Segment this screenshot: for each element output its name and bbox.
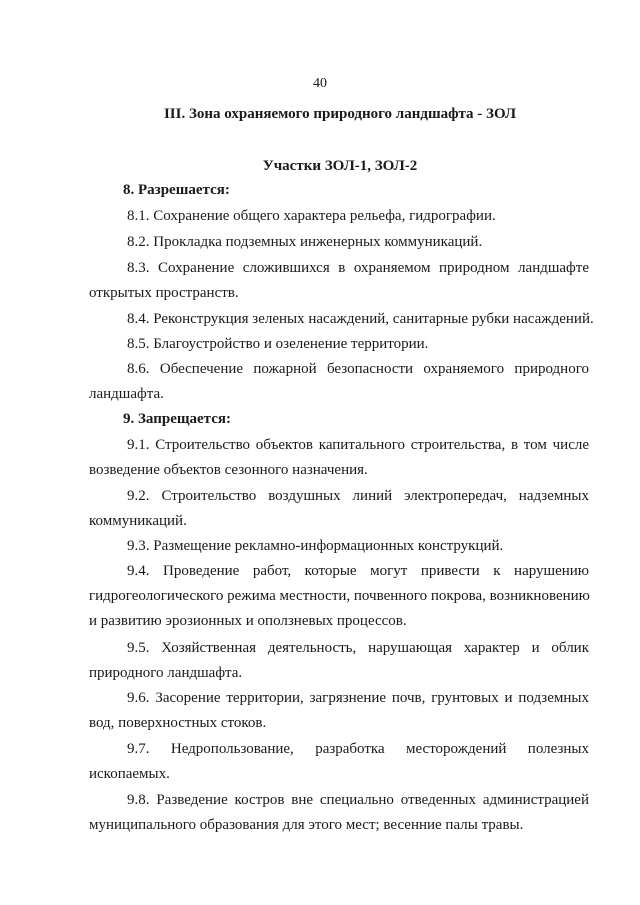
forbidden-item-9-4-line3: и развитию эрозионных и оползневых процессов.	[89, 613, 407, 629]
forbidden-item-9-2-line2: коммуникаций.	[89, 513, 187, 529]
forbidden-item-9-5-line1: 9.5. Хозяйственная деятельность, нарушающая характер и облик	[127, 640, 589, 656]
forbidden-item-9-1-line1: 9.1. Строительство объектов капитального строительства, в том числе	[127, 437, 589, 453]
allowed-item-8-3-line1: 8.3. Сохранение сложившихся в охраняемом природном ландшафте	[127, 260, 589, 276]
forbidden-item-9-2-line1: 9.2. Строительство воздушных линий электропередач, надземных	[127, 488, 589, 504]
allowed-item-8-5: 8.5. Благоустройство и озеленение территории.	[127, 336, 429, 352]
subzone-title: Участки ЗОЛ-1, ЗОЛ-2	[262, 158, 418, 174]
forbidden-item-9-8-line1: 9.8. Разведение костров вне специально отведенных администрацией	[127, 792, 589, 808]
forbidden-item-9-6-line2: вод, поверхностных стоков.	[89, 715, 267, 731]
zone-title: III. Зона охраняемого природного ландшафта - ЗОЛ	[163, 106, 517, 122]
allowed-item-8-6-line2: ландшафта.	[89, 386, 164, 402]
allowed-section-title: 8. Разрешается:	[123, 182, 230, 198]
forbidden-item-9-7-line2: ископаемых.	[89, 766, 170, 782]
allowed-item-8-2: 8.2. Прокладка подземных инженерных коммуникаций.	[127, 234, 483, 250]
forbidden-item-9-3: 9.3. Размещение рекламно-информационных конструкций.	[127, 538, 504, 554]
page-number: 40	[313, 76, 327, 91]
forbidden-item-9-8-line2: муниципального образования для этого мест; весенние палы травы.	[89, 817, 524, 833]
forbidden-section-title: 9. Запрещается:	[123, 411, 232, 427]
allowed-item-8-6-line1: 8.6. Обеспечение пожарной безопасности охраняемого природного	[127, 361, 589, 377]
allowed-item-8-1: 8.1. Сохранение общего характера рельефа, гидрографии.	[127, 208, 496, 224]
allowed-item-8-3-line2: открытых пространств.	[89, 285, 239, 301]
forbidden-item-9-7-line1: 9.7. Недропользование, разработка месторождений полезных	[127, 741, 589, 757]
forbidden-item-9-4-line1: 9.4. Проведение работ, которые могут привести к нарушению	[127, 563, 589, 579]
allowed-item-8-4: 8.4. Реконструкция зеленых насаждений, санитарные рубки насаждений.	[127, 311, 594, 327]
forbidden-item-9-5-line2: природного ландшафта.	[89, 665, 243, 681]
forbidden-item-9-6-line1: 9.6. Засорение территории, загрязнение почв, грунтовых и подземных	[127, 690, 589, 706]
forbidden-item-9-1-line2: возведение объектов сезонного назначения.	[89, 462, 368, 478]
forbidden-item-9-4-line2: гидрогеологического режима местности, почвенного покрова, возникновению	[89, 588, 590, 604]
